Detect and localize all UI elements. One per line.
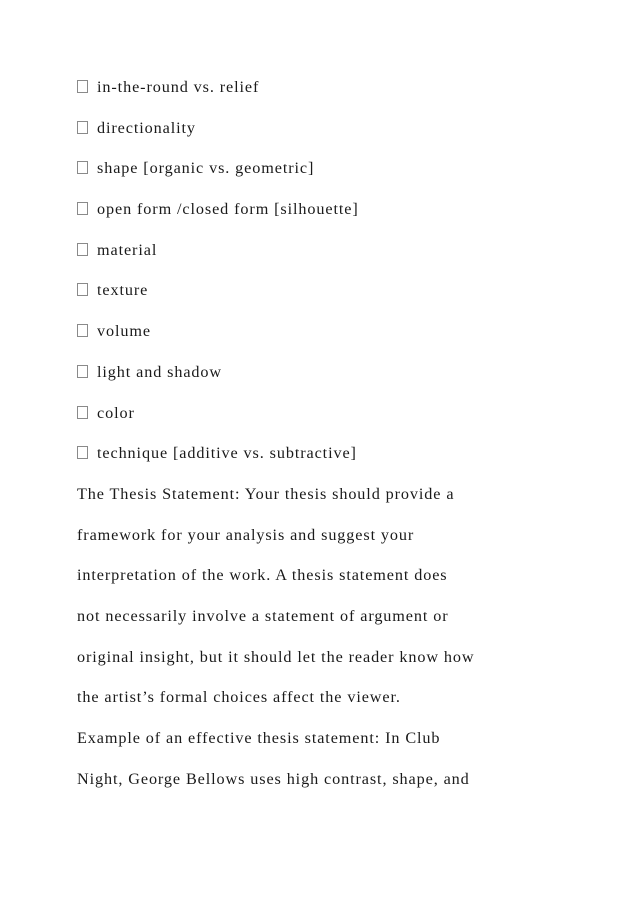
bullet-list-item: [77, 440, 597, 481]
paragraph-line: interpretation of the work. A thesis statement does: [77, 566, 448, 585]
bullet-item-text: color: [97, 403, 135, 422]
bullet-list-item: [77, 359, 597, 400]
bullet-box-icon: [77, 121, 88, 134]
bullet-list-item: [77, 74, 597, 115]
document-content: [77, 74, 597, 806]
bullet-item-text: shape [organic vs. geometric]: [97, 159, 315, 178]
bullet-box-icon: [77, 365, 88, 378]
bullet-list-item: [77, 277, 597, 318]
bullet-item-text: open form /closed form [silhouette]: [97, 200, 359, 219]
bullet-list-item: [77, 196, 597, 237]
paragraph-line: framework for your analysis and suggest your: [77, 525, 415, 544]
bullet-item-text: in-the-round vs. relief: [97, 78, 260, 96]
bullet-box-icon: [77, 406, 88, 419]
bullet-box-icon: [77, 243, 88, 256]
bullet-list-item: [77, 237, 597, 278]
paragraph-line: not necessarily involve a statement of argument or: [77, 606, 449, 625]
bullet-item-text: volume: [97, 322, 151, 341]
bullet-item-text: texture: [97, 281, 149, 300]
bullet-box-icon: [77, 161, 88, 174]
paragraph-line: the artist’s formal choices affect the viewer.: [77, 688, 401, 707]
bullet-box-icon: [77, 202, 88, 215]
paragraph-line: The Thesis Statement: Your thesis should provide a: [77, 484, 455, 503]
bullet-list-item: [77, 115, 597, 156]
bullet-item-text: material: [97, 240, 158, 259]
bullet-item-text: directionality: [97, 118, 196, 137]
paragraph-line: original insight, but it should let the reader know how: [77, 647, 475, 666]
bullet-box-icon: [77, 324, 88, 337]
bullet-list-item: [77, 155, 597, 196]
bullet-box-icon: [77, 446, 88, 459]
paragraph-line: Example of an effective thesis statement: In Club: [77, 729, 441, 747]
bullet-item-text: technique [additive vs. subtractive]: [97, 444, 357, 463]
paragraph-line: Night, George Bellows uses high contrast, shape, and: [77, 769, 470, 788]
bullet-list-item: [77, 400, 597, 441]
bullet-item-text: light and shadow: [97, 362, 223, 381]
bullet-box-icon: [77, 283, 88, 296]
bullet-box-icon: [77, 80, 88, 93]
bullet-list-item: [77, 318, 597, 359]
